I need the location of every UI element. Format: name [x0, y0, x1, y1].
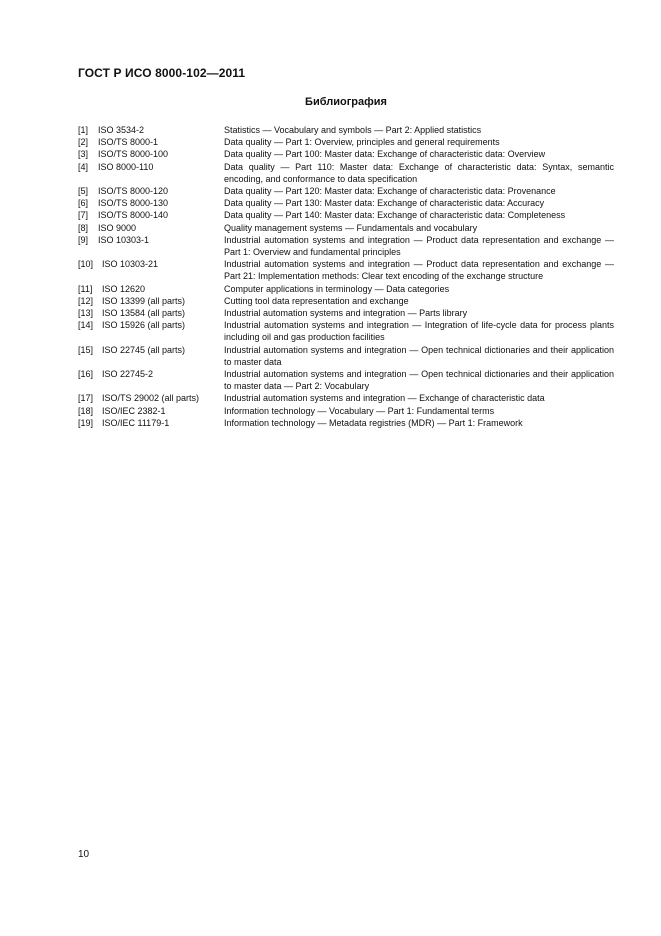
entry-description: Industrial automation systems and integration — Parts library: [224, 308, 468, 319]
bibliography-entry: [78, 295, 614, 307]
entry-description: Information technology — Metadata registries (MDR) — Part 1: Framework: [224, 417, 523, 428]
entry-code: ISO 12620: [102, 283, 146, 294]
entry-code: ISO/TS 8000-130: [98, 198, 169, 209]
bibliography-entry: [78, 405, 614, 417]
entry-code: ISO/TS 8000-120: [98, 186, 169, 197]
entry-code: ISO 15926 (all parts): [102, 320, 186, 331]
entry-code: ISO/TS 8000-140: [98, 210, 169, 221]
document-header: ГОСТ Р ИСО 8000-102—2011: [78, 66, 246, 80]
entry-number: [12]: [78, 295, 94, 306]
entry-description: Data quality — Part 100: Master data: Exchange of characteristic data: Overview: [224, 149, 546, 160]
entry-number: [3]: [78, 149, 89, 160]
entry-description: Industrial automation systems and integration — Open technical dictionaries and their application to master data: [224, 344, 614, 367]
entry-code: ISO 10303-21: [102, 259, 159, 270]
entry-description: Data quality — Part 120: Master data: Exchange of characteristic data: Provenance: [224, 186, 556, 197]
bibliography-list: [78, 124, 614, 429]
entry-code: ISO 3534-2: [98, 125, 145, 135]
entry-code: ISO/TS 8000-100: [98, 149, 169, 160]
entry-description: Industrial automation systems and integration — Product data representation and exchange — Part 21: Implementation methods: Clear text encoding of the exchange structure: [224, 259, 614, 282]
entry-code: ISO 22745 (all parts): [102, 344, 186, 355]
entry-code: ISO 13584 (all parts): [102, 308, 186, 319]
entry-description: Industrial automation systems and integration — Product data representation and exchange — Part 1: Overview and fundamental principles: [224, 234, 614, 258]
entry-description: Quality management systems — Fundamentals and vocabulary: [224, 222, 478, 233]
bibliography-entry: [78, 197, 614, 209]
entry-number: [7]: [78, 210, 89, 221]
entry-number: [1]: [78, 125, 89, 135]
entry-code: ISO/TS 29002 (all parts): [102, 393, 200, 404]
entry-description: Industrial automation systems and integration — Integration of life-cycle data for process plants including oil and gas production facilities: [224, 320, 614, 343]
bibliography-entry: [78, 283, 614, 295]
entry-code: ISO 10303-1: [98, 234, 150, 245]
bibliography-entry: [78, 136, 614, 148]
entry-description: Data quality — Part 130: Master data: Exchange of characteristic data: Accuracy: [224, 198, 545, 209]
entry-code: ISO 22745-2: [102, 369, 154, 380]
entry-number: [11]: [78, 283, 93, 294]
bibliography-entry: [78, 344, 614, 368]
entry-description: Data quality — Part 110: Master data: Exchange of characteristic data: Syntax, semantic encoding, and conformance to data specification: [224, 161, 614, 184]
entry-description: Industrial automation systems and integration — Open technical dictionaries and their application to master data — Part 2: Vocabulary: [224, 369, 614, 392]
entry-description: Data quality — Part 140: Master data: Exchange of characteristic data: Completeness: [224, 210, 566, 221]
entry-description: Industrial automation systems and integration — Exchange of characteristic data: [224, 393, 545, 404]
entry-number: [17]: [78, 393, 94, 404]
page-number: 10: [78, 849, 90, 860]
bibliography-entry: [78, 234, 614, 258]
entry-description: Cutting tool data representation and exchange: [224, 295, 409, 306]
bibliography-entry: [78, 392, 614, 404]
bibliography-entry: [78, 148, 614, 160]
bibliography-entry: [78, 222, 614, 234]
bibliography-entry: [78, 209, 614, 221]
entry-code: ISO/IEC 11179-1: [102, 417, 170, 428]
bibliography-entry: [78, 124, 614, 136]
bibliography-entry: [78, 258, 614, 282]
entry-number: [2]: [78, 137, 89, 148]
entry-number: [5]: [78, 186, 89, 197]
entry-description: Computer applications in terminology — Data categories: [224, 283, 450, 294]
entry-code: ISO 9000: [98, 222, 137, 233]
section-title: Библиография: [305, 96, 387, 108]
entry-number: [16]: [78, 369, 94, 380]
entry-number: [10]: [78, 259, 94, 270]
entry-description: Data quality — Part 1: Overview, principles and general requirements: [224, 137, 500, 148]
entry-number: [6]: [78, 198, 89, 209]
entry-code: ISO 8000-110: [98, 161, 154, 172]
entry-number: [15]: [78, 344, 94, 355]
entry-number: [14]: [78, 320, 94, 331]
entry-code: ISO/TS 8000-1: [98, 137, 159, 148]
entry-number: [18]: [78, 405, 94, 416]
bibliography-entry: [78, 307, 614, 319]
entry-number: [9]: [78, 234, 89, 245]
bibliography-entry: [78, 368, 614, 392]
bibliography-entry: [78, 161, 614, 185]
entry-number: [4]: [78, 161, 89, 172]
bibliography-entry: [78, 319, 614, 343]
entry-number: [13]: [78, 308, 94, 319]
bibliography-entry: [78, 417, 614, 429]
entry-code: ISO/IEC 2382-1: [102, 405, 166, 416]
entry-number: [19]: [78, 417, 94, 428]
entry-number: [8]: [78, 222, 89, 233]
entry-description: Information technology — Vocabulary — Part 1: Fundamental terms: [224, 405, 495, 416]
bibliography-entry: [78, 185, 614, 197]
entry-code: ISO 13399 (all parts): [102, 295, 186, 306]
entry-description: Statistics — Vocabulary and symbols — Part 2: Applied statistics: [224, 125, 482, 135]
